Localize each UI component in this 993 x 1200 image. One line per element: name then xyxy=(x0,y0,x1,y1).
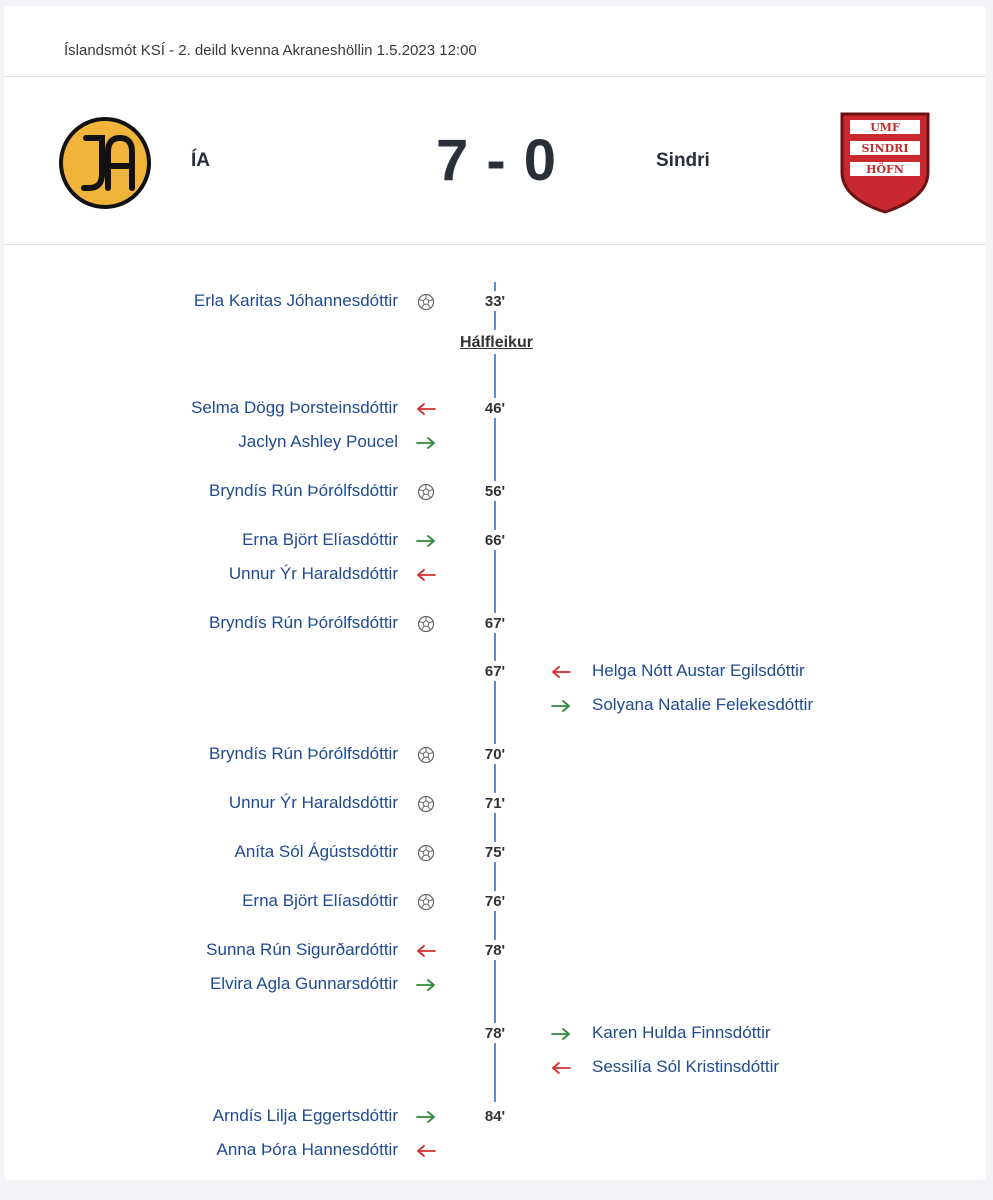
svg-text:UMF: UMF xyxy=(870,121,900,134)
event-minute: 67' xyxy=(484,615,506,632)
sub-in-arrow-icon xyxy=(550,1024,572,1044)
event-minute: 56' xyxy=(484,483,506,500)
home-event-player[interactable]: Erna Björt Elíasdóttir xyxy=(242,530,398,549)
home-event-player[interactable]: Arndís Lilja Eggertsdóttir xyxy=(212,1106,398,1125)
sub-in-arrow-icon xyxy=(415,1107,437,1127)
home-event-player[interactable]: Aníta Sól Ágústsdóttir xyxy=(234,842,398,861)
sub-out-arrow-icon xyxy=(550,1058,572,1078)
sub-out-arrow-icon xyxy=(415,941,437,961)
goal-ball-icon xyxy=(415,892,437,912)
halftime-label: Hálfleikur xyxy=(460,334,533,351)
goal-ball-icon xyxy=(415,843,437,863)
match-info: Íslandsmót KSÍ - 2. deild kvenna Akraneshöllin 1.5.2023 12:00 xyxy=(64,42,477,59)
event-minute: 71' xyxy=(484,795,506,812)
home-event-player[interactable]: Anna Þóra Hannesdóttir xyxy=(216,1140,398,1159)
away-event-player[interactable]: Solyana Natalie Felekesdóttir xyxy=(592,695,814,714)
event-minute: 66' xyxy=(484,532,506,549)
sub-out-arrow-icon xyxy=(415,1141,437,1161)
score-divider xyxy=(4,244,986,245)
away-event-player[interactable]: Helga Nótt Austar Egilsdóttir xyxy=(592,661,805,680)
goal-ball-icon xyxy=(415,482,437,502)
goal-ball-icon xyxy=(415,292,437,312)
event-minute: 76' xyxy=(484,893,506,910)
event-minute: 70' xyxy=(484,746,506,763)
svg-text:SINDRI: SINDRI xyxy=(861,142,909,155)
event-minute: 46' xyxy=(484,400,506,417)
home-event-player[interactable]: Sunna Rún Sigurðardóttir xyxy=(206,940,398,959)
sub-in-arrow-icon xyxy=(415,975,437,995)
event-minute: 84' xyxy=(484,1108,506,1125)
sub-in-arrow-icon xyxy=(415,531,437,551)
away-event-player[interactable]: Karen Hulda Finnsdóttir xyxy=(592,1023,771,1042)
home-event-player[interactable]: Jaclyn Ashley Poucel xyxy=(238,432,398,451)
event-minute: 78' xyxy=(484,942,506,959)
header-divider xyxy=(4,76,986,77)
event-minute: 33' xyxy=(484,293,506,310)
goal-ball-icon xyxy=(415,614,437,634)
home-event-player[interactable]: Unnur Ýr Haraldsdóttir xyxy=(228,564,398,583)
home-team-name[interactable]: ÍA xyxy=(191,150,210,171)
home-event-player[interactable]: Bryndís Rún Þórólfsdóttir xyxy=(209,744,398,763)
home-event-player[interactable]: Unnur Ýr Haraldsdóttir xyxy=(228,793,398,812)
event-minute: 78' xyxy=(484,1025,506,1042)
home-event-player[interactable]: Erla Karitas Jóhannesdóttir xyxy=(193,291,398,310)
sub-out-arrow-icon xyxy=(550,662,572,682)
sub-out-arrow-icon xyxy=(415,565,437,585)
away-team-logo[interactable] xyxy=(838,110,932,219)
home-event-player[interactable]: Elvira Agla Gunnarsdóttir xyxy=(209,974,398,993)
sub-in-arrow-icon xyxy=(550,696,572,716)
goal-ball-icon xyxy=(415,794,437,814)
home-event-player[interactable]: Bryndís Rún Þórólfsdóttir xyxy=(209,613,398,632)
away-team-name[interactable]: Sindri xyxy=(656,150,710,171)
goal-ball-icon xyxy=(415,745,437,765)
sub-out-arrow-icon xyxy=(415,399,437,419)
home-event-player[interactable]: Erna Björt Elíasdóttir xyxy=(242,891,398,910)
match-score: 7 - 0 xyxy=(435,128,558,193)
event-minute: 67' xyxy=(484,663,506,680)
sub-in-arrow-icon xyxy=(415,433,437,453)
event-minute: 75' xyxy=(484,844,506,861)
svg-text:HÖFN: HÖFN xyxy=(866,163,904,176)
away-event-player[interactable]: Sessilía Sól Kristinsdóttir xyxy=(592,1057,780,1076)
home-event-player[interactable]: Bryndís Rún Þórólfsdóttir xyxy=(209,481,398,500)
home-event-player[interactable]: Selma Dögg Þorsteinsdóttir xyxy=(191,398,398,417)
